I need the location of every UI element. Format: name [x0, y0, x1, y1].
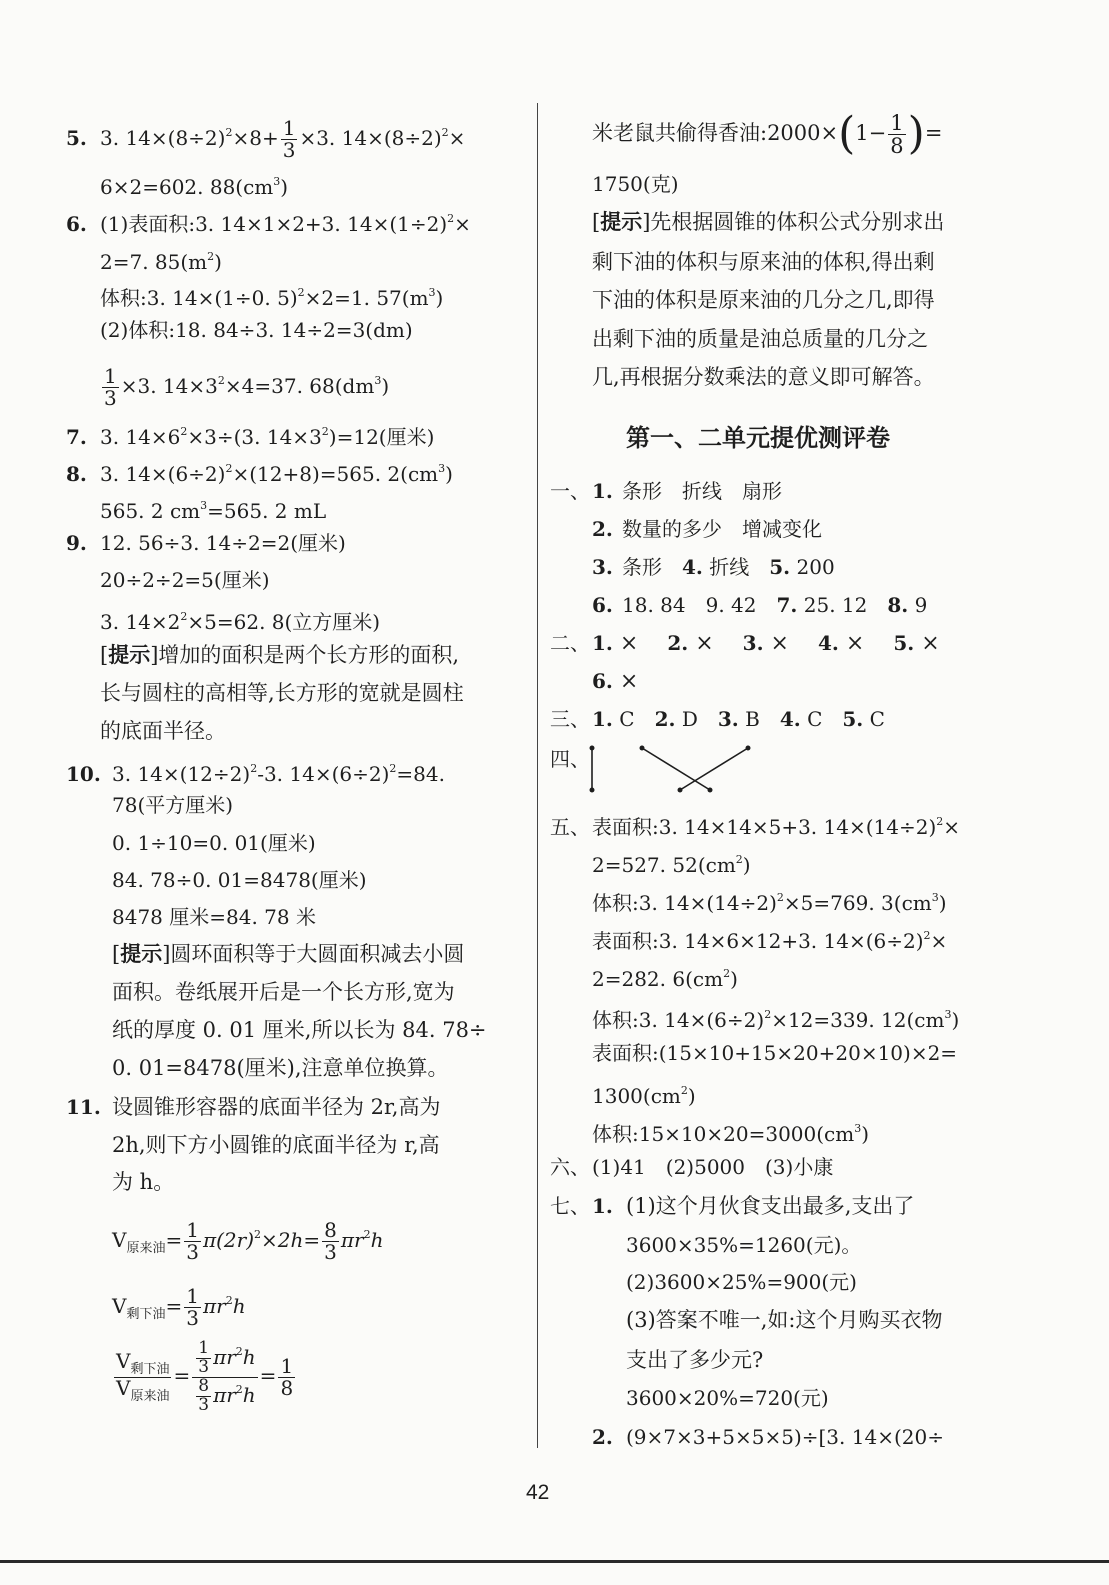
s2-line1: 二、 1. × 2. × 3. × 4. × 5. × — [550, 631, 940, 656]
q11-line1: 11. 设圆锥形容器的底面半径为 2r,高为 — [66, 1095, 441, 1119]
dot — [590, 746, 595, 751]
s5-line6: 体积:3. $14\times(6\div 2)^2\times 12=339$. $12(cm^3)$ — [592, 1008, 960, 1032]
r-tip2: 剩下油的体积与原来油的体积,得出剩 — [592, 250, 935, 274]
q6-line3: 体积:3. 14×(1÷0. 5)$^2$×2=1. $57(m^3)$ — [100, 286, 444, 310]
section-title: 第一、二单元提优测评卷 — [626, 424, 890, 452]
q10-line1: 10. 3. $14\times(12\div 2)^2-3$. $14\times(6\div 2)^2=84$. — [66, 762, 445, 786]
q11-line2: 2h,则下方小圆锥的底面半径为 r,高 — [112, 1133, 440, 1157]
q5-line2: 6×2=602. $88(cm^3)$ — [100, 175, 289, 199]
s5-line3: 体积:3. $14\times(14\div 2)^2\times 5=769$. $3(cm^3)$ — [592, 891, 947, 915]
q11-line3: 为 h。 — [112, 1170, 175, 1194]
s5-line8: $1300(cm^2)$ — [592, 1084, 696, 1108]
s7-line7: 2. (9×7×3+5×5×5)÷[3. 14×(20÷ — [592, 1425, 944, 1449]
q6-line1: 6. (1)表面积:3. 14×1×2+3. $14\times(1\div 2)^2\times$ — [66, 212, 471, 236]
q11-eq3: $\frac{V_{剩下油}}{V_{原来油}}$ = $\frac{1}{3}$ $\pi r^2h$ $\frac{8}{3}$ $\pi r^2h$ = $\frac{1}{8}$ — [116, 1338, 294, 1415]
q10-tip4: 0. 01=8478(厘米),注意单位换算。 — [112, 1056, 449, 1080]
q6-line5: $\frac{1}{3}$ ×3. $14\times 3^2\times 4=37$. $68(dm^3)$ — [104, 364, 390, 410]
s1-line4: 6. 18. 84 9. 42 7. 25. 12 8. 9 — [592, 593, 928, 617]
s7-line6: 3600×20%=720(元) — [626, 1386, 829, 1410]
q10-line5: 8478 厘米=84. 78 米 — [112, 905, 316, 929]
s7-line2: 3600×35%=1260(元)。 — [626, 1233, 862, 1257]
q10-line2: 78(平方厘米) — [112, 793, 234, 817]
q9-line1: 9. 12. 56÷3. 14÷2=2(厘米) — [66, 531, 346, 555]
q11-eq1: $V_{原来油}=$ $\frac{1}{3}$ $\pi(2r)^2\times 2h=$ $\frac{8}{3}$ $\pi r^2h$ — [112, 1218, 384, 1264]
q10-tip2: 面积。卷纸展开后是一个长方形,宽为 — [112, 980, 455, 1004]
s5-line2: 2=527. $52(cm^2)$ — [592, 853, 751, 877]
column-divider — [537, 103, 538, 1448]
s2-line2: 6. × — [592, 669, 639, 694]
q10-tip1: [提示]圆环面积等于大圆面积减去小圆 — [112, 941, 465, 966]
s7-line5: 支出了多少元? — [626, 1348, 764, 1372]
q8-line2: 565. 2 $cm^3=565$. 2 mL — [100, 499, 327, 523]
q7-line: 7. 3. $14\times 6^2\times 3\div(3$. $14\times 3^2)=12$(厘米) — [66, 425, 435, 449]
q6-line2: 2=7. $85(m^2)$ — [100, 250, 222, 274]
s4-mark: 四、 — [550, 747, 590, 771]
bottom-edge — [0, 1560, 1109, 1563]
r-line1: 米老鼠共偷得香油:2000×(1− $\frac{1}{8}$ )= — [592, 108, 943, 160]
r-line2: 1750(克) — [592, 172, 679, 196]
q10-tip3: 纸的厚度 0. 01 厘米,所以长为 84. 78÷ — [112, 1018, 487, 1042]
s5-line5: 2=282. $6(cm^2)$ — [592, 967, 738, 991]
q11-eq2: $V_{剩下油}=$ $\frac{1}{3}$ $\pi r^2h$ — [112, 1284, 246, 1330]
tip-label: 提示 — [108, 642, 151, 667]
dot — [708, 788, 713, 793]
dot — [746, 746, 751, 751]
tip-label: 提示 — [600, 209, 643, 234]
tip-label: 提示 — [120, 941, 163, 966]
q5-line1: 5. 3. $14\times(8\div 2)^2\times 8+$ $\frac{1}{3}$ ×3. $14\times(8\div 2)^2\times$ — [66, 116, 466, 162]
s1-line1: 一、 1. 条形 折线 扇形 — [550, 479, 782, 503]
q10-line4: 84. 78÷0. 01=8478(厘米) — [112, 868, 367, 892]
q10-line3: 0. 1÷10=0. 01(厘米) — [112, 831, 316, 855]
dot — [678, 788, 683, 793]
s1-line3: 3. 条形 4. 折线 5. 200 — [592, 555, 835, 579]
s7-line4: (3)答案不唯一,如:这个月购买衣物 — [626, 1308, 943, 1332]
fraction: $\frac{1}{3}$ — [282, 116, 296, 162]
q9-tip2: 长与圆柱的高相等,长方形的宽就是圆柱 — [100, 681, 464, 705]
s5-line9: 体积$:15\times 10\times 20=3000(cm^3)$ — [592, 1122, 870, 1146]
s5-line4: 表面积:3. 14×6×12+3. $14\times(6\div 2)^2\times$ — [592, 929, 948, 953]
q9-line3: 3. $14\times 2^2\times 5=62$. 8(立方厘米) — [100, 610, 381, 634]
s3-line: 三、 1. C 2. D 3. B 4. C 5. C — [550, 707, 885, 731]
cross-line — [642, 748, 710, 790]
r-tip3: 下油的体积是原来油的几分之几,即得 — [592, 288, 935, 312]
s5-line1: 五、 表面积:3. 14×14×5+3. $14\times(14\div 2)^2\times$ — [550, 815, 961, 839]
q9-line2: 20÷2÷2=5(厘米) — [100, 568, 270, 592]
q8-line1: 8. 3. $14\times(6\div 2)^2\times(12+8)=565$. $2(cm^3)$ — [66, 462, 453, 486]
r-tip5: 几,再根据分数乘法的意义即可解答。 — [592, 365, 935, 389]
s5-line7: 表面积:(15×10+15×20+20×10)×2= — [592, 1041, 958, 1065]
q6-line4: (2)体积:18. 84÷3. 14÷2=3(dm) — [100, 318, 413, 342]
s1-line2: 2. 数量的多少 增减变化 — [592, 517, 822, 541]
page-number: 42 — [526, 1481, 550, 1504]
cross-line — [680, 748, 748, 790]
dot — [590, 788, 595, 793]
q9-tip1: [提示]增加的面积是两个长方形的面积, — [100, 642, 460, 667]
matching-diagram — [580, 740, 760, 800]
s6-line: 六、 (1)41 (2)5000 (3)小康 — [550, 1155, 834, 1179]
s7-line3: (2)3600×25%=900(元) — [626, 1270, 857, 1294]
q9-tip3: 的底面半径。 — [100, 719, 226, 743]
dot — [640, 746, 645, 751]
s7-line1: 七、 1. (1)这个月伙食支出最多,支出了 — [550, 1194, 915, 1218]
r-tip4: 出剩下油的质量是油总质量的几分之 — [592, 327, 928, 351]
r-tip1: [提示]先根据圆锥的体积公式分别求出 — [592, 209, 945, 234]
